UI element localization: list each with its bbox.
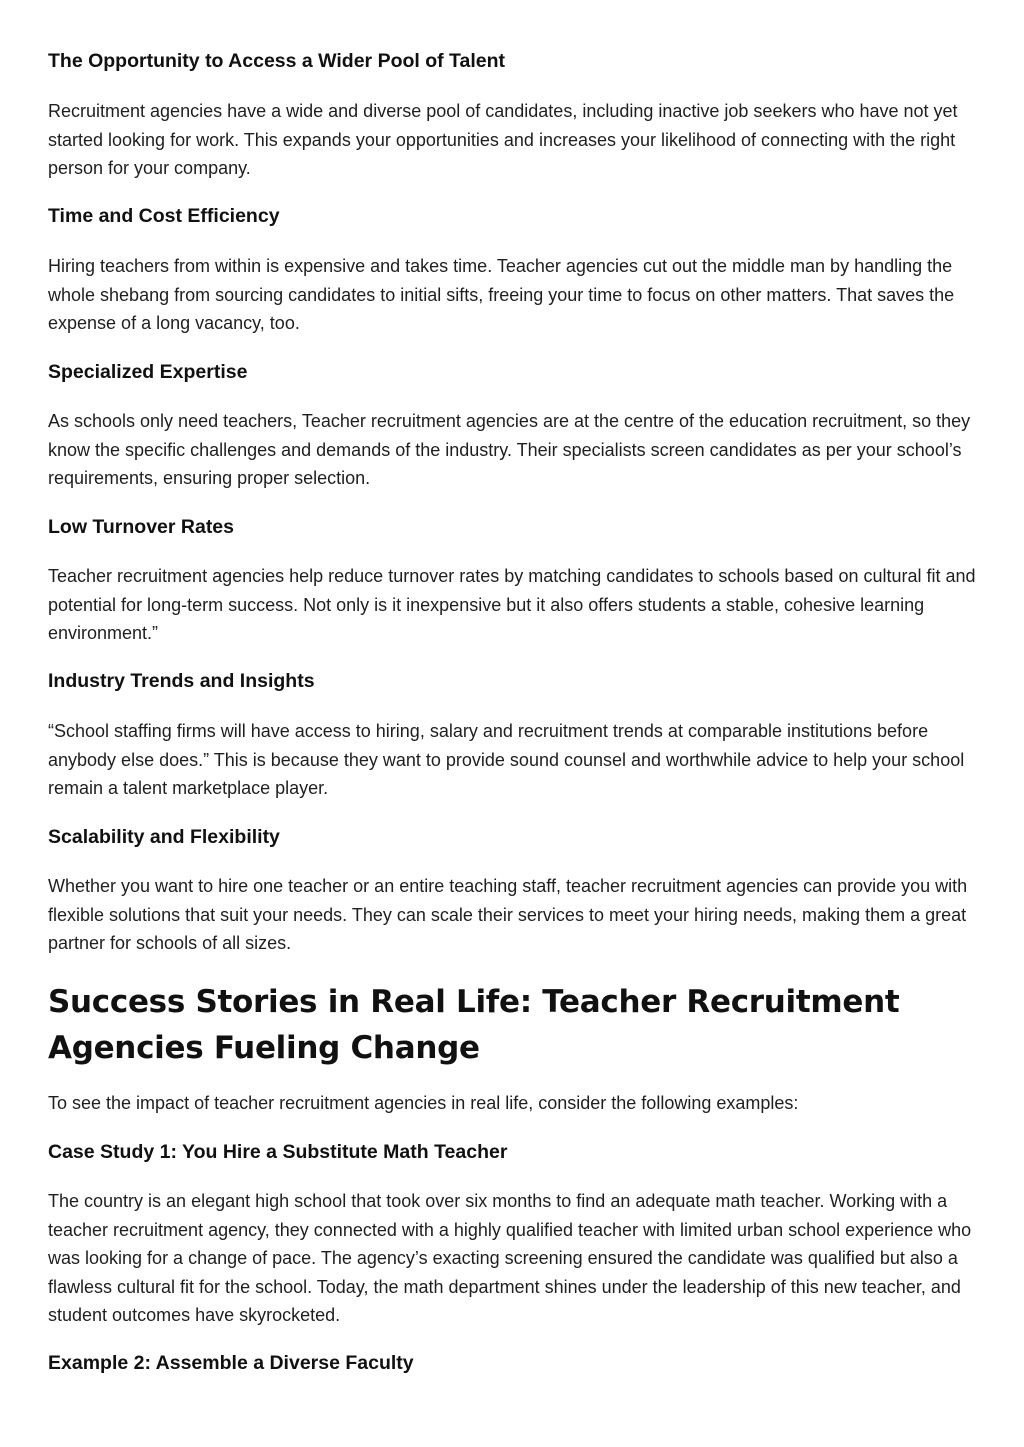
success-stories-intro: To see the impact of teacher recruitment agencies in real life, consider the following examples: <box>48 1093 799 1113</box>
section-body-scalability: Whether you want to hire one teacher or an entire teaching staff, teacher recruitment agencies can provide you with flexible solutions that suit your needs. They can scale their services to meet your hiring needs, making them a great partner for schools of all sizes. <box>48 876 968 954</box>
section-body-time-cost: Hiring teachers from within is expensive and takes time. Teacher agencies cut out the middle man by handling the whole shebang from sourcing candidates to initial sifts, freeing your time to focus on other matters. That saves the expense of a long vacancy, too. <box>48 256 955 334</box>
example-2-heading: Example 2: Assemble a Diverse Faculty <box>48 1352 414 1374</box>
section-heading-specialized-expertise: Specialized Expertise <box>48 361 248 383</box>
section-heading-time-cost: Time and Cost Efficiency <box>48 205 280 227</box>
section-heading-industry-trends: Industry Trends and Insights <box>48 670 315 692</box>
section-heading-scalability: Scalability and Flexibility <box>48 826 280 848</box>
section-body-wider-pool: Recruitment agencies have a wide and diverse pool of candidates, including inactive job seekers who have not yet started looking for work. This expands your opportunities and increases your likelihood of connecting with the right person for your company. <box>48 101 958 179</box>
section-body-industry-trends: “School staffing firms will have access to hiring, salary and recruitment trends at comparable institutions before anybody else does.” This is because they want to provide sound counsel and worthwhile advice to help your school remain a talent marketplace player. <box>48 721 965 799</box>
case-study-1-heading: Case Study 1: You Hire a Substitute Math Teacher <box>48 1141 508 1163</box>
section-body-low-turnover: Teacher recruitment agencies help reduce turnover rates by matching candidates to schools based on cultural fit and potential for long-term success. Not only is it inexpensive but it also offers students a stable, cohesive learning environment.” <box>48 566 976 644</box>
case-study-1-body: The country is an elegant high school that took over six months to find an adequate math teacher. Working with a teacher recruitment agency, they connected with a highly qualified teacher with limited urban school experience who was looking for a change of pace. The agency’s exacting screening ensured the candidate was qualified but also a flawless cultural fit for the school. Today, the math department shines under the leadership of this new teacher, and student outcomes have skyrocketed. <box>48 1191 972 1326</box>
section-heading-wider-pool: The Opportunity to Access a Wider Pool of Talent <box>48 50 506 72</box>
section-body-specialized-expertise: As schools only need teachers, Teacher recruitment agencies are at the centre of the education recruitment, so they know the specific challenges and demands of the industry. Their specialists screen candidates as per your school’s requirements, ensuring proper selection. <box>48 411 971 489</box>
success-stories-title: Success Stories in Real Life: Teacher Recruitment Agencies Fueling Change <box>48 984 900 1066</box>
section-heading-low-turnover: Low Turnover Rates <box>48 516 235 538</box>
